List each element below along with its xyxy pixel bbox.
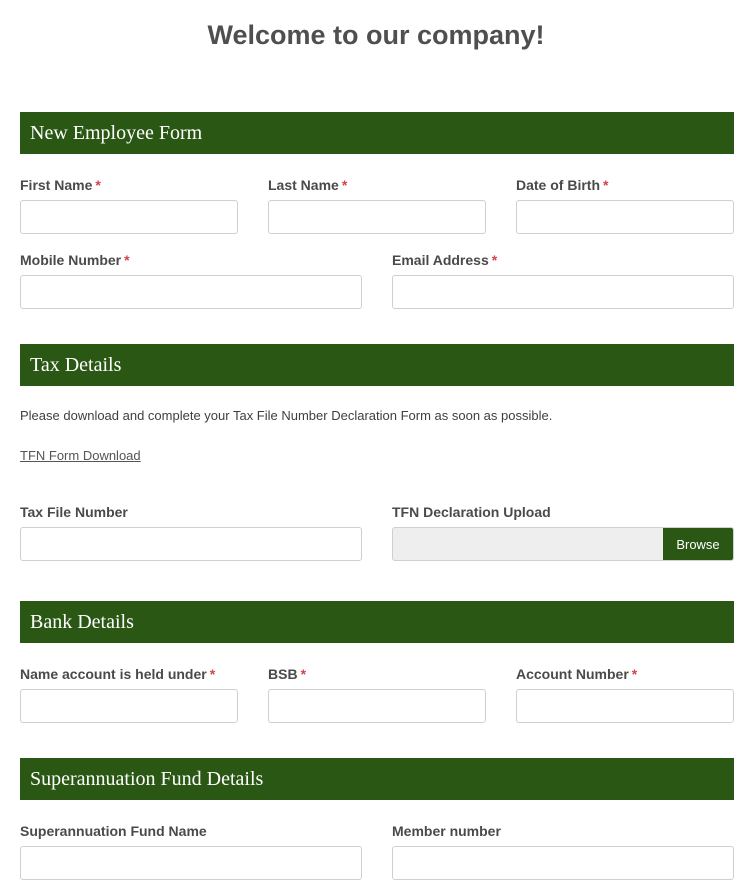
bsb-input[interactable] bbox=[268, 689, 486, 723]
tax-instructions: Please download and complete your Tax File Number Declaration Form as soon as possible. bbox=[20, 408, 553, 423]
required-asterisk: * bbox=[631, 666, 638, 682]
first-name-input[interactable] bbox=[20, 200, 238, 234]
dob-label bbox=[516, 177, 608, 193]
required-asterisk: * bbox=[603, 177, 609, 193]
account-number-label bbox=[516, 666, 637, 682]
dob-label-text: Date of Birth bbox=[516, 177, 600, 193]
required-asterisk: * bbox=[124, 252, 130, 268]
tfn-upload-label: TFN Declaration Upload bbox=[392, 504, 551, 520]
email-label-text: Email Address bbox=[392, 252, 489, 268]
mobile-number-input[interactable] bbox=[20, 275, 362, 309]
section-header-bank: Bank Details bbox=[20, 601, 734, 643]
mobile-label-text: Mobile Number bbox=[20, 252, 122, 268]
required-asterisk: * bbox=[341, 177, 348, 193]
date-of-birth-input[interactable] bbox=[516, 200, 734, 234]
account-name-label bbox=[20, 666, 215, 682]
mobile-label bbox=[20, 252, 130, 268]
required-asterisk: * bbox=[491, 252, 498, 268]
first-name-label bbox=[20, 177, 101, 193]
tax-file-number-input[interactable] bbox=[20, 527, 362, 561]
tfn-label: Tax File Number bbox=[20, 504, 128, 520]
member-number-input[interactable] bbox=[392, 846, 734, 880]
section-header-tax: Tax Details bbox=[20, 344, 734, 386]
account-name-label-text: Name account is held under bbox=[20, 666, 207, 682]
tfn-form-download-link[interactable]: TFN Form Download bbox=[20, 448, 141, 463]
bsb-label-text: BSB bbox=[268, 666, 298, 682]
account-name-input[interactable] bbox=[20, 689, 238, 723]
bsb-label bbox=[268, 666, 306, 682]
section-header-employee: New Employee Form bbox=[20, 112, 734, 154]
page-title: Welcome to our company! bbox=[207, 20, 545, 50]
tfn-upload-field[interactable] bbox=[392, 527, 734, 561]
last-name-label bbox=[268, 177, 347, 193]
section-header-super: Superannuation Fund Details bbox=[20, 758, 734, 800]
member-number-label: Member number bbox=[392, 823, 501, 839]
last-name-label-text: Last Name bbox=[268, 177, 339, 193]
account-number-label-text: Account Number bbox=[516, 666, 629, 682]
browse-button[interactable]: Browse bbox=[663, 528, 733, 560]
last-name-input[interactable] bbox=[268, 200, 486, 234]
fund-name-label: Superannuation Fund Name bbox=[20, 823, 207, 839]
fund-name-input[interactable] bbox=[20, 846, 362, 880]
required-asterisk: * bbox=[209, 666, 216, 682]
required-asterisk: * bbox=[300, 666, 307, 682]
account-number-input[interactable] bbox=[516, 689, 734, 723]
email-label bbox=[392, 252, 497, 268]
email-address-input[interactable] bbox=[392, 275, 734, 309]
first-name-label-text: First Name bbox=[20, 177, 93, 193]
required-asterisk: * bbox=[95, 177, 101, 193]
